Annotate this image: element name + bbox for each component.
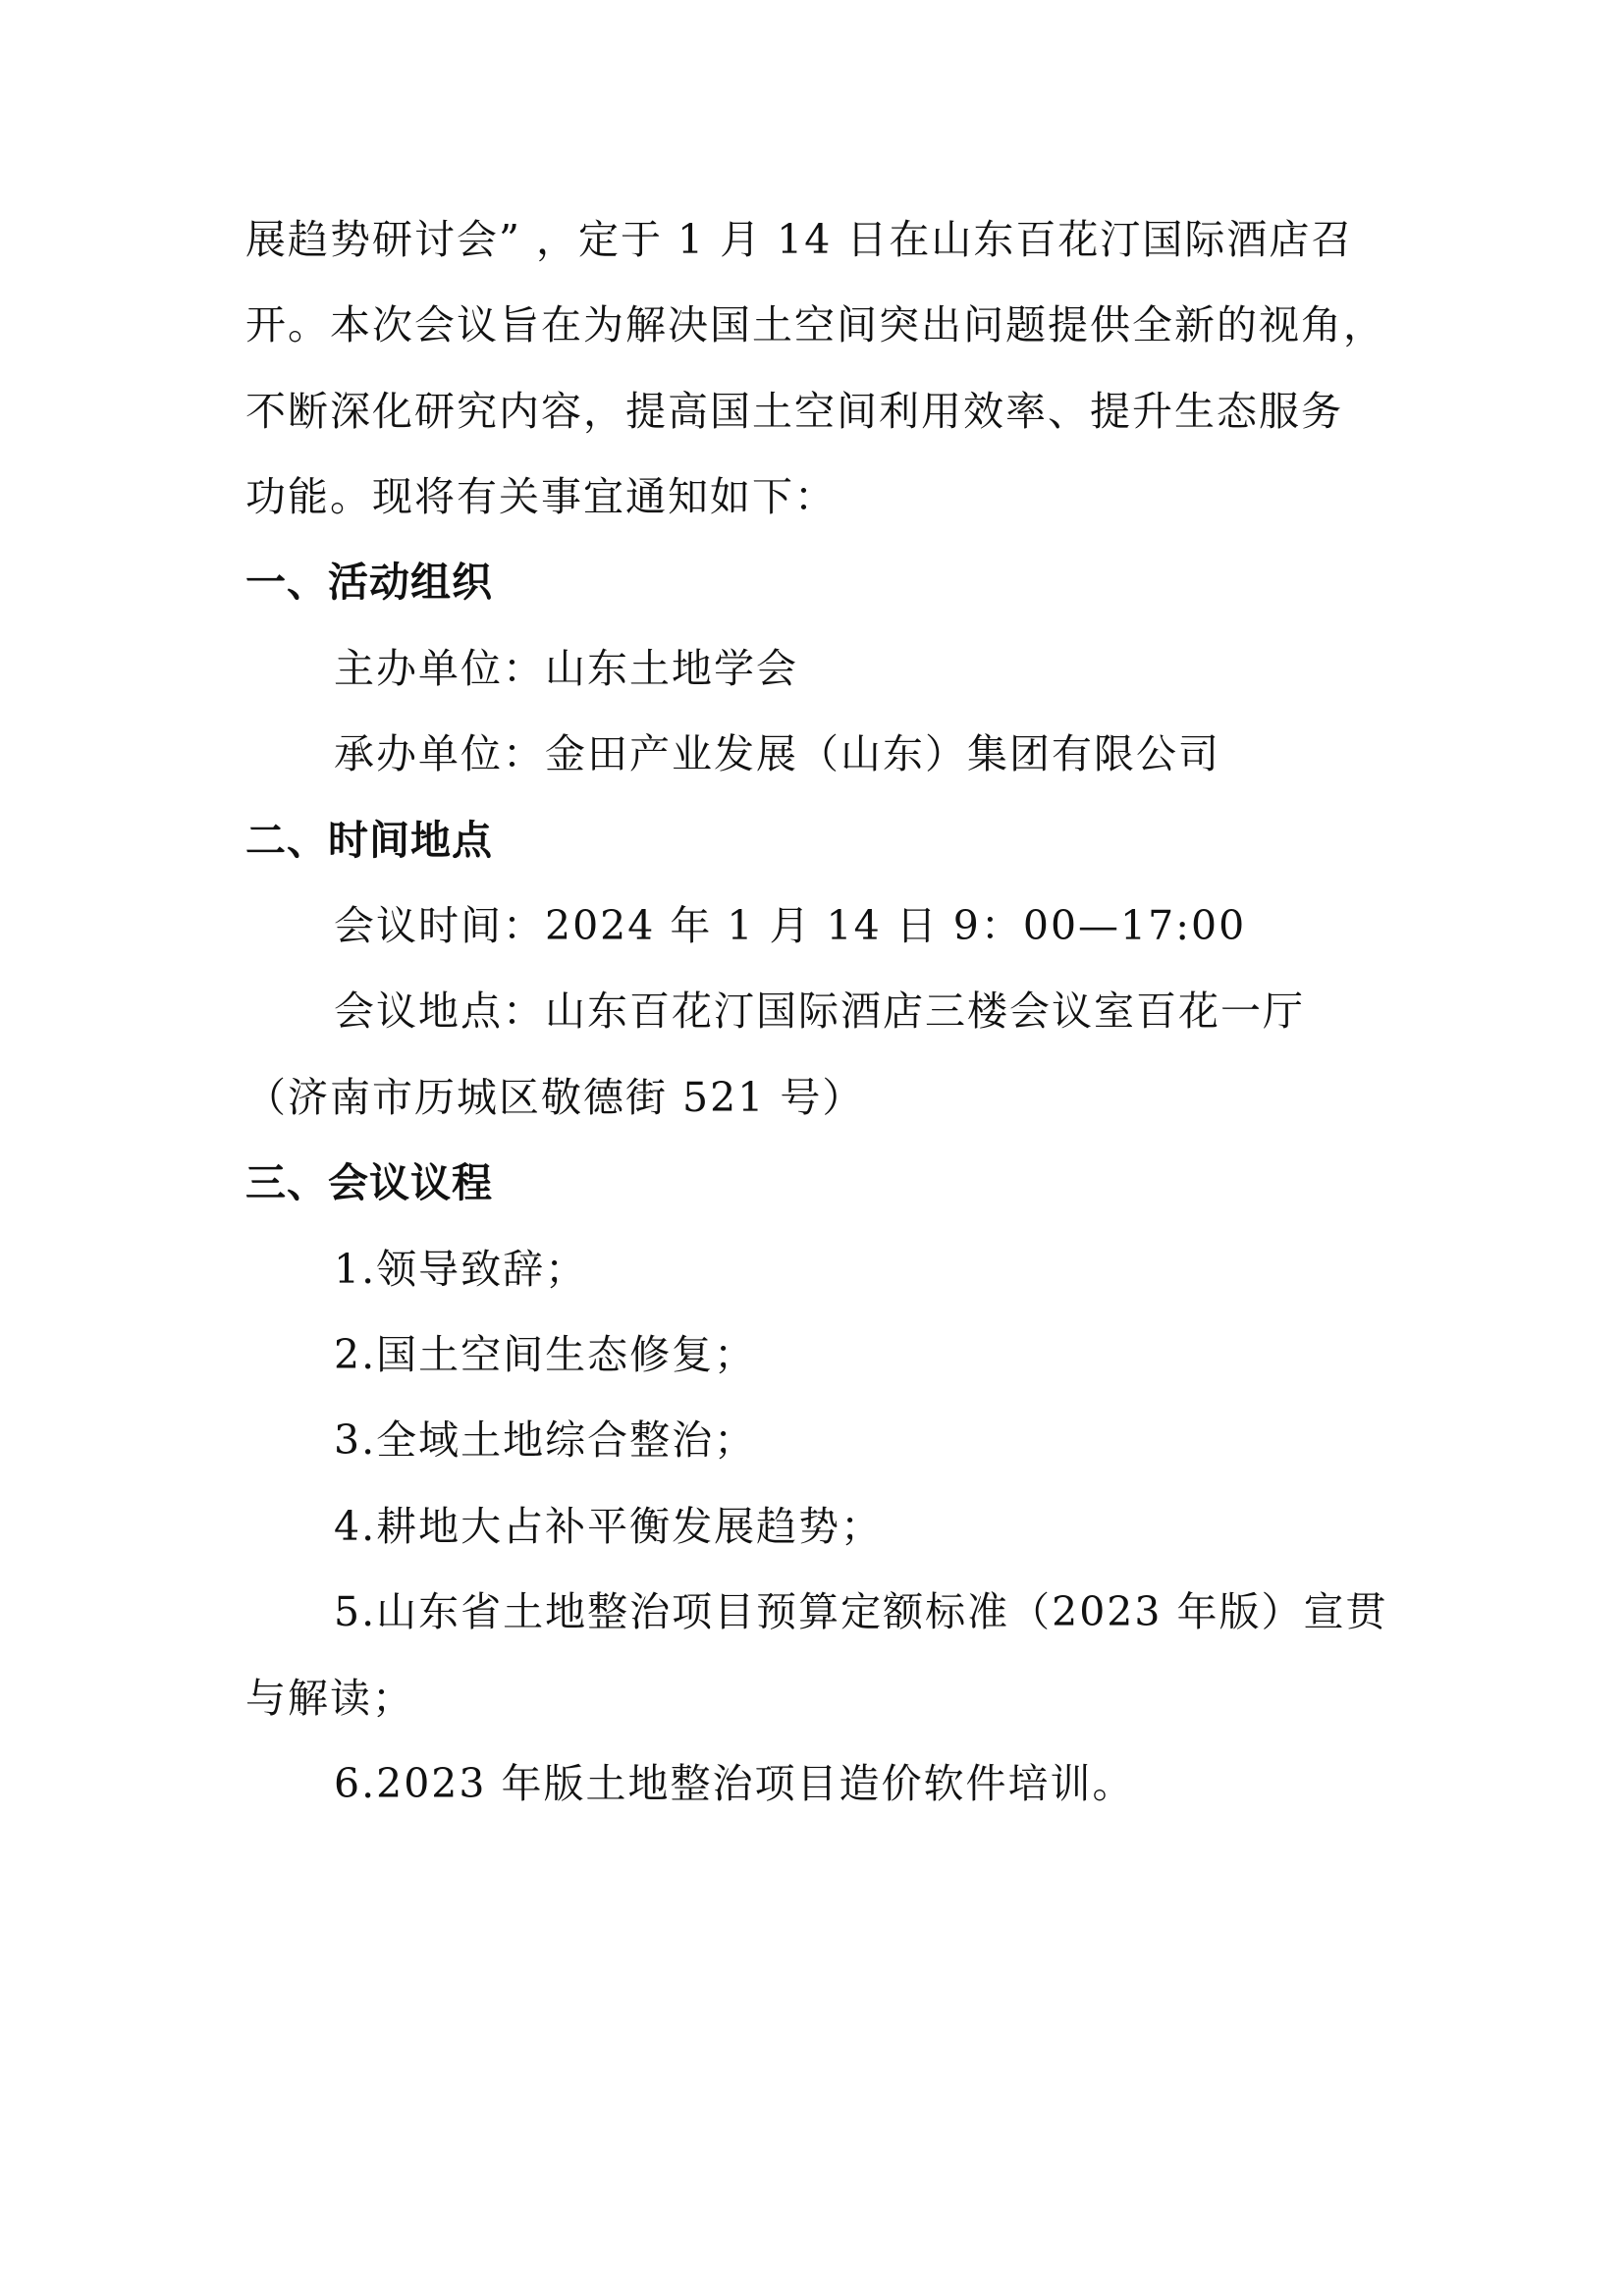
intro-line-3: 不断深化研究内容，提高国土空间利用效率、提升生态服务 xyxy=(245,388,1343,435)
intro-line-2: 开。本次会议旨在为解决国土空间突出问题提供全新的视角， xyxy=(245,301,1385,348)
agenda-item-continuation: 与解读； xyxy=(245,1675,414,1722)
organizer-unit: 承办单位：金田产业发展（山东）集团有限公司 xyxy=(334,730,1220,777)
intro-line-4: 功能。现将有关事宜通知如下： xyxy=(245,473,837,520)
section-heading-organization: 一、活动组织 xyxy=(245,559,493,606)
section-heading-agenda: 三、会议议程 xyxy=(245,1159,493,1206)
host-unit: 主办单位：山东土地学会 xyxy=(334,645,798,692)
intro-line-1: 展趋势研讨会” ，定于 1 月 14 日在山东百花汀国际酒店召 xyxy=(245,216,1354,263)
agenda-item: 5.山东省土地整治项目预算定额标准（2023 年版）宣贯 xyxy=(334,1588,1388,1635)
section-heading-time-place: 二、时间地点 xyxy=(245,817,493,864)
agenda-item: 2.国土空间生态修复； xyxy=(334,1331,757,1378)
agenda-item: 1.领导致辞； xyxy=(334,1246,588,1293)
meeting-address: （济南市历城区敬德街 521 号） xyxy=(245,1074,865,1121)
agenda-item: 4.耕地大占补平衡发展趋势； xyxy=(334,1503,884,1550)
meeting-venue: 会议地点：山东百花汀国际酒店三楼会议室百花一厅 xyxy=(334,988,1305,1035)
meeting-time: 会议时间：2024 年 1 月 14 日 9：00—17:00 xyxy=(334,902,1247,949)
agenda-item: 6.2023 年版土地整治项目造价软件培训。 xyxy=(334,1760,1135,1807)
agenda-item: 3.全域土地综合整治； xyxy=(334,1416,757,1464)
